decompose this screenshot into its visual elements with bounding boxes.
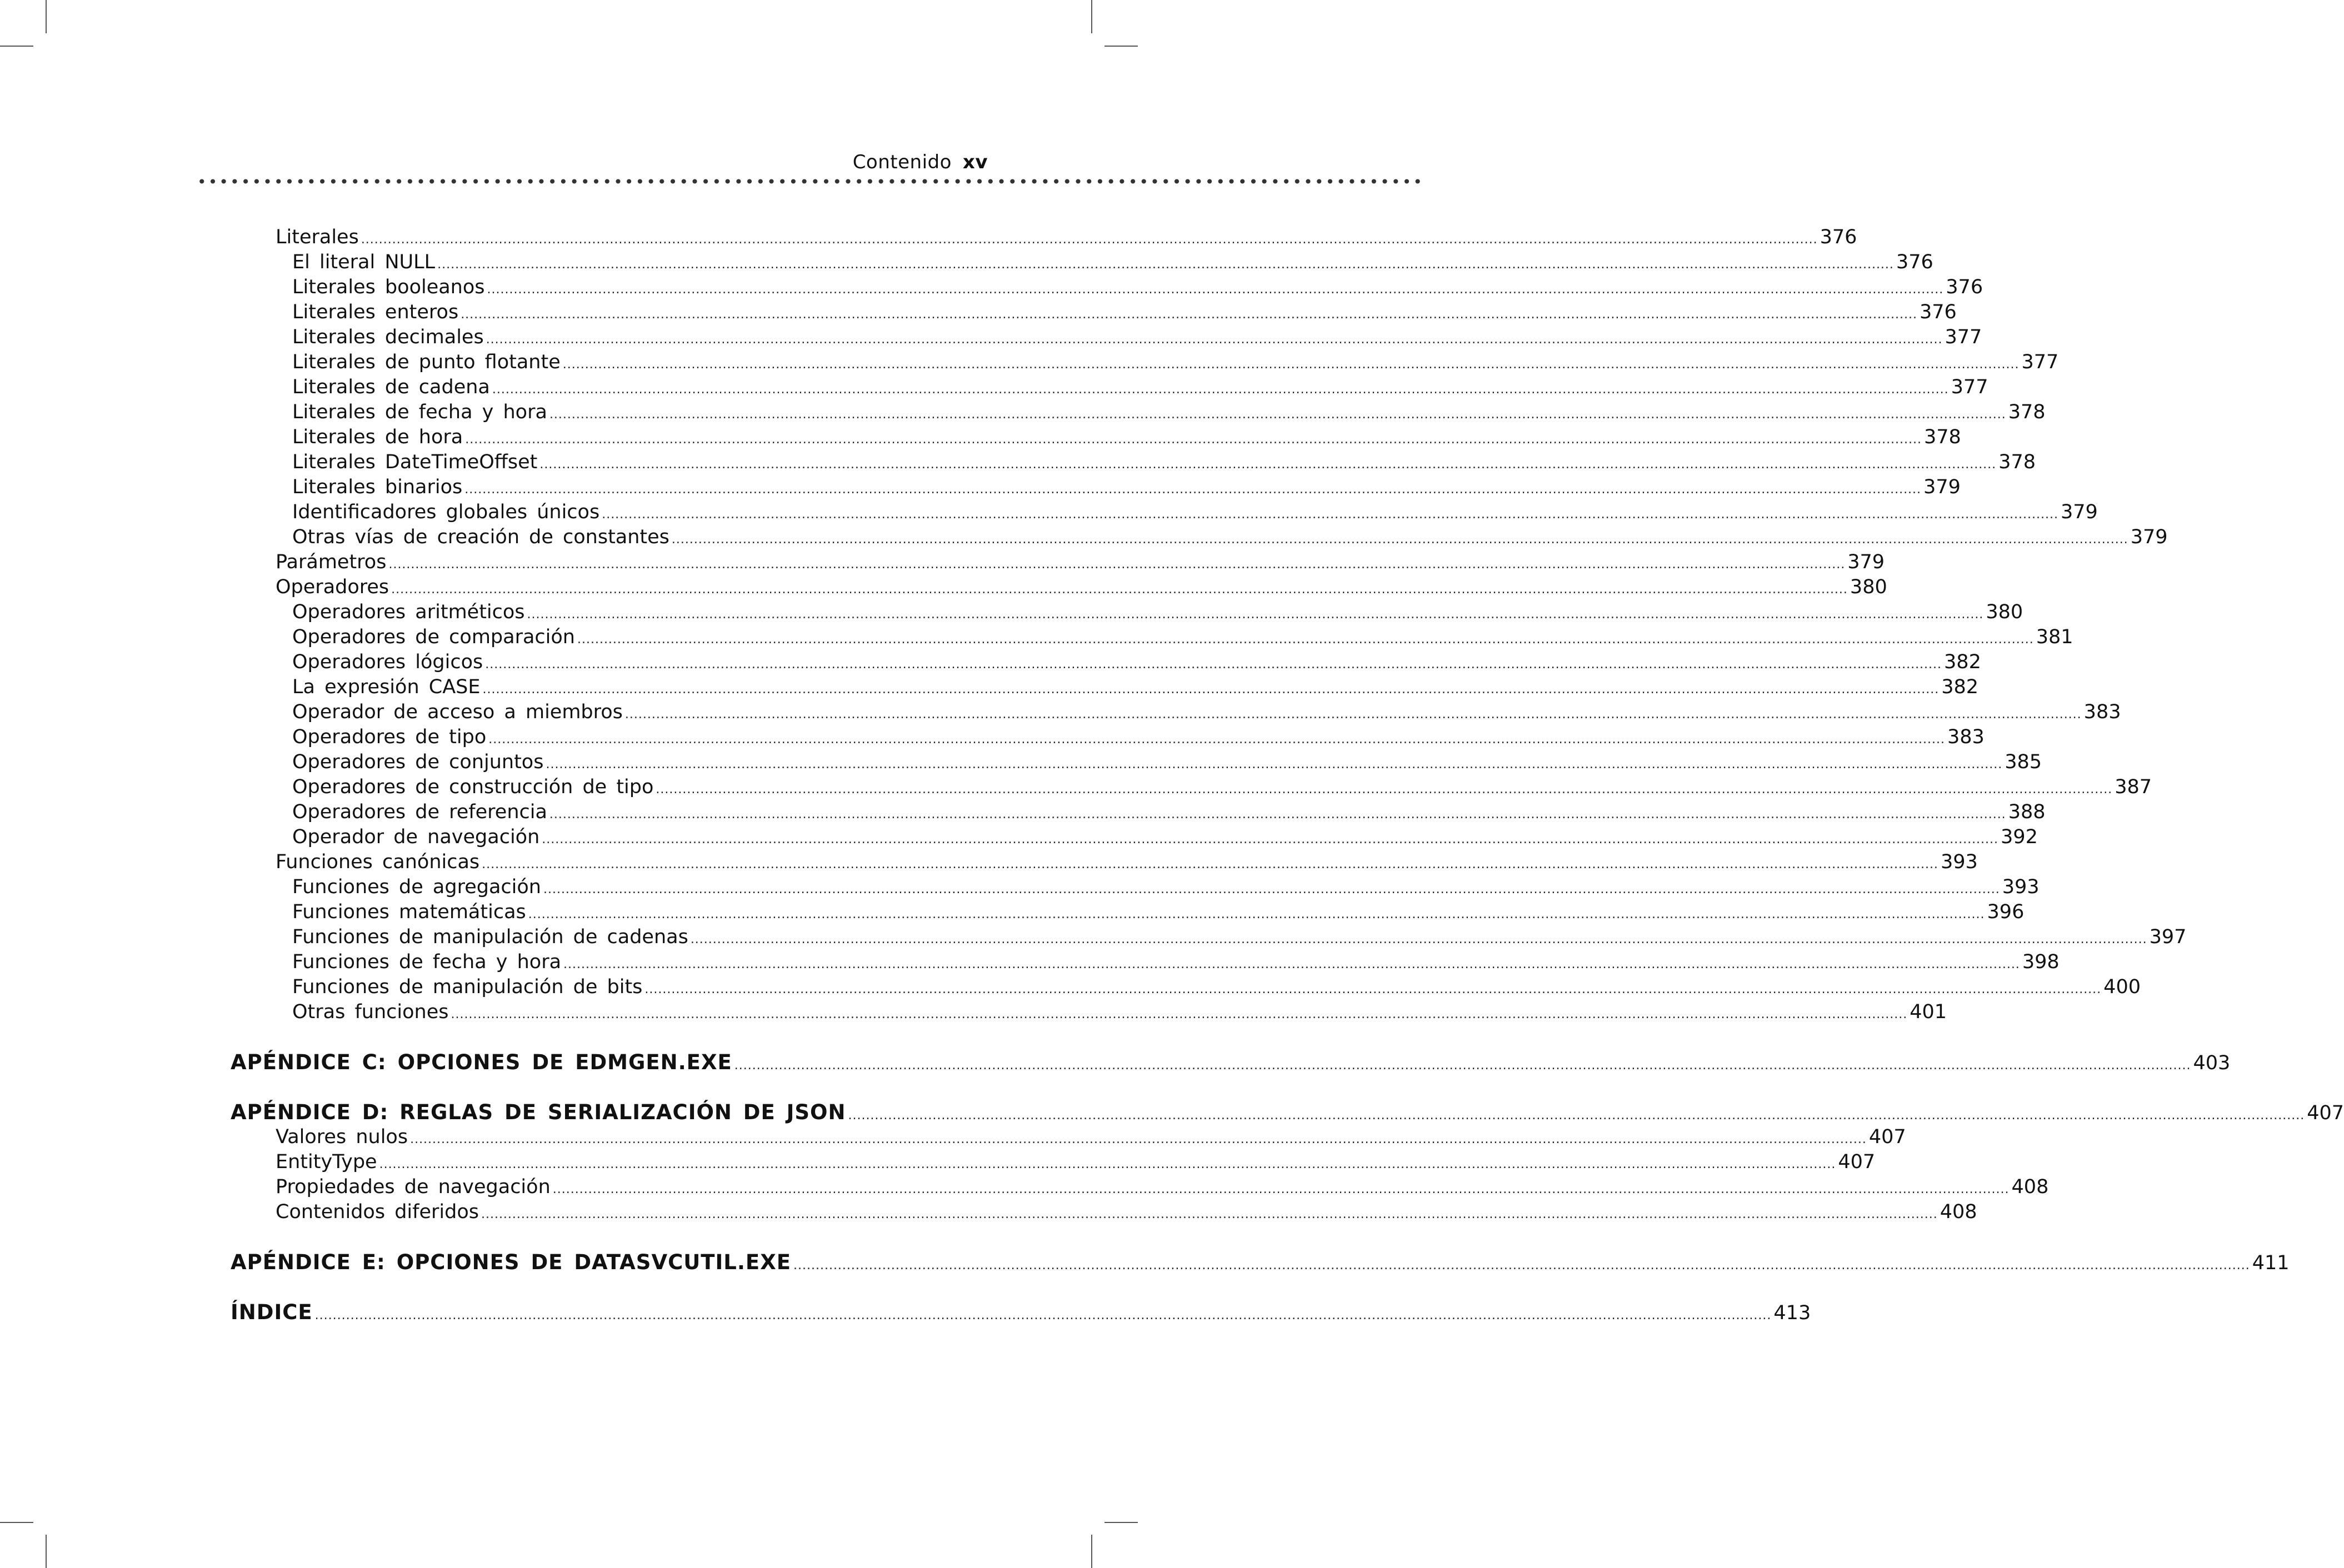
toc-entry-label: Operadores aritméticos bbox=[292, 601, 525, 623]
toc-entry[interactable] bbox=[231, 1150, 1876, 1175]
toc-entry[interactable] bbox=[231, 575, 1887, 600]
dot-leader bbox=[549, 402, 2006, 427]
dot-leader bbox=[492, 377, 1949, 402]
toc-entry-label: Operador de acceso a miembros bbox=[292, 701, 623, 723]
crop-mark-bottom-right-h bbox=[1104, 1522, 1138, 1523]
dot-leader bbox=[481, 1202, 1938, 1227]
crop-mark-bottom-right bbox=[1091, 1535, 1092, 1568]
toc-entry[interactable] bbox=[231, 625, 2073, 650]
toc-entry-page-number: 377 bbox=[2021, 351, 2059, 373]
toc-entry-page-number: 393 bbox=[2002, 876, 2040, 898]
toc-entry-label: Literales enteros bbox=[292, 301, 459, 323]
dot-leader bbox=[482, 677, 1939, 702]
crop-mark-bottom-left bbox=[46, 1535, 47, 1568]
toc-entry-page-number: 408 bbox=[1940, 1201, 1977, 1223]
dot-leader bbox=[577, 627, 2034, 652]
toc-chapter-entry[interactable] bbox=[231, 1250, 2290, 1275]
toc-entry-label: Operadores de construcción de tipo bbox=[292, 776, 654, 798]
dot-leader bbox=[546, 752, 2002, 777]
toc-entry[interactable] bbox=[231, 600, 2023, 625]
toc-entry-label: Operadores de tipo bbox=[292, 726, 487, 748]
dot-leader bbox=[488, 727, 1945, 752]
toc-entry-page-number: 378 bbox=[1998, 451, 2036, 473]
toc-entry[interactable] bbox=[231, 1125, 1906, 1150]
toc-entry-label: La expresión CASE bbox=[292, 676, 481, 698]
table-of-contents bbox=[231, 225, 2344, 1325]
toc-entry-label: Literales binarios bbox=[292, 476, 463, 498]
toc-spacer bbox=[231, 1225, 972, 1250]
dot-leader bbox=[553, 1177, 2010, 1202]
toc-entry[interactable] bbox=[231, 250, 1933, 275]
toc-entry-page-number: 379 bbox=[1847, 551, 1885, 573]
toc-entry-label: Literales decimales bbox=[292, 326, 484, 348]
dot-leader bbox=[602, 502, 2058, 527]
toc-entry[interactable] bbox=[231, 275, 1983, 300]
dot-leader bbox=[388, 552, 1845, 577]
toc-entry[interactable] bbox=[231, 350, 2059, 375]
dot-leader bbox=[543, 877, 2000, 902]
toc-entry-page-number: 376 bbox=[1820, 226, 1857, 248]
toc-entry-page-number: 379 bbox=[1923, 476, 1961, 498]
toc-entry-page-number: 379 bbox=[2060, 501, 2098, 523]
toc-entry-page-number: 407 bbox=[2307, 1102, 2344, 1124]
toc-chapter-entry[interactable] bbox=[231, 1300, 1811, 1325]
toc-entry-page-number: 388 bbox=[2008, 801, 2046, 823]
toc-entry[interactable] bbox=[231, 800, 2046, 825]
toc-entry-label: Funciones de manipulación de bits bbox=[292, 976, 643, 998]
toc-entry-page-number: 377 bbox=[1945, 326, 1982, 348]
dot-leader bbox=[563, 352, 2020, 377]
toc-entry[interactable] bbox=[231, 375, 1988, 400]
toc-entry-label: Literales booleanos bbox=[292, 276, 485, 298]
crop-mark-bottom-left-h bbox=[0, 1522, 33, 1523]
toc-entry-label: Operadores de referencia bbox=[292, 801, 547, 823]
toc-entry-page-number: 393 bbox=[1940, 851, 1978, 873]
toc-entry-page-number: 383 bbox=[2083, 701, 2121, 723]
dot-leader bbox=[485, 652, 1942, 677]
toc-entry[interactable] bbox=[231, 1175, 2049, 1200]
toc-entry-page-number: 396 bbox=[1987, 901, 2025, 923]
dot-leader bbox=[464, 477, 1921, 502]
dot-leader bbox=[539, 452, 1996, 477]
toc-entry-page-number: 401 bbox=[1910, 1001, 1947, 1023]
running-head-section: Contenido bbox=[852, 151, 952, 173]
dot-leader bbox=[734, 1053, 2191, 1078]
toc-entry-page-number: 378 bbox=[2008, 401, 2046, 423]
toc-entry[interactable] bbox=[231, 450, 2036, 475]
toc-entry[interactable] bbox=[231, 425, 1961, 450]
toc-entry[interactable] bbox=[231, 750, 2042, 775]
dot-leader bbox=[451, 1002, 1908, 1027]
toc-entry-label: APÉNDICE C: OPCIONES DE EDMGEN.EXE bbox=[231, 1050, 732, 1074]
dot-leader bbox=[672, 527, 2128, 552]
toc-entry[interactable] bbox=[231, 475, 1961, 500]
crop-mark-top-right-h bbox=[1104, 46, 1138, 47]
toc-chapter-entry[interactable] bbox=[231, 1100, 2344, 1125]
toc-entry-label: Literales de cadena bbox=[292, 376, 490, 398]
toc-entry-label: Literales de punto flotante bbox=[292, 351, 561, 373]
toc-spacer bbox=[231, 1025, 972, 1050]
toc-entry-page-number: 398 bbox=[2022, 951, 2060, 973]
toc-entry-page-number: 413 bbox=[1773, 1302, 1811, 1324]
toc-entry[interactable] bbox=[231, 700, 2121, 725]
toc-entry[interactable] bbox=[231, 500, 2098, 525]
dot-leader bbox=[644, 977, 2101, 1002]
toc-entry[interactable] bbox=[231, 400, 2046, 425]
toc-entry-label: Funciones matemáticas bbox=[292, 901, 526, 923]
toc-entry-page-number: 382 bbox=[1944, 651, 1981, 673]
crop-mark-top-right bbox=[1091, 0, 1092, 33]
toc-entry[interactable] bbox=[231, 950, 2060, 975]
toc-entry[interactable] bbox=[231, 875, 2040, 900]
toc-entry-label: Contenidos diferidos bbox=[276, 1201, 479, 1223]
toc-entry[interactable] bbox=[231, 900, 2025, 925]
toc-entry[interactable] bbox=[231, 325, 1982, 350]
toc-entry-label: Operadores de conjuntos bbox=[292, 751, 544, 773]
dot-leader bbox=[379, 1152, 1836, 1177]
toc-entry-page-number: 397 bbox=[2149, 926, 2187, 948]
toc-entry[interactable] bbox=[231, 650, 1981, 675]
toc-entry[interactable] bbox=[231, 775, 2152, 800]
dot-leader bbox=[528, 902, 1985, 927]
toc-entry-label: Operador de navegación bbox=[292, 826, 540, 848]
toc-entry[interactable] bbox=[231, 525, 2168, 550]
toc-entry-page-number: 392 bbox=[2001, 826, 2038, 848]
toc-entry[interactable] bbox=[231, 550, 1885, 575]
toc-entry-label: Operadores bbox=[276, 576, 389, 598]
dot-leader bbox=[542, 827, 1998, 852]
dotted-rule: •••••••••••••••••••••••••••••••••••••••••••••••••••••••••••••••••••••••••••••••••••••••••••••••••••••••••••••••• bbox=[197, 173, 1425, 191]
dot-leader bbox=[848, 1103, 2305, 1128]
toc-entry[interactable] bbox=[231, 850, 1978, 875]
toc-entry[interactable] bbox=[231, 925, 2187, 950]
toc-entry-label: Literales de fecha y hora bbox=[292, 401, 547, 423]
toc-entry[interactable] bbox=[231, 975, 2141, 1000]
crop-mark-top-left-h bbox=[0, 46, 33, 47]
toc-entry-page-number: 411 bbox=[2252, 1252, 2290, 1274]
toc-entry-label: Parámetros bbox=[276, 551, 387, 573]
toc-entry-label: Funciones de manipulación de cadenas bbox=[292, 926, 688, 948]
dot-leader bbox=[461, 302, 1917, 327]
toc-entry-page-number: 383 bbox=[1947, 726, 1985, 748]
toc-spacer bbox=[231, 1075, 972, 1100]
page-folio: xv bbox=[962, 151, 988, 173]
toc-entry-label: EntityType bbox=[276, 1151, 377, 1173]
toc-entry-label: ÍNDICE bbox=[231, 1300, 313, 1324]
dot-leader bbox=[465, 427, 1922, 452]
toc-entry-page-number: 378 bbox=[1924, 426, 1961, 448]
dot-leader bbox=[437, 252, 1894, 277]
dot-leader bbox=[563, 952, 2020, 977]
toc-entry-page-number: 381 bbox=[2036, 626, 2073, 648]
toc-entry-page-number: 379 bbox=[2130, 526, 2168, 548]
toc-entry-label: Identificadores globales únicos bbox=[292, 501, 600, 523]
dot-leader bbox=[315, 1303, 1772, 1328]
toc-chapter-entry[interactable] bbox=[231, 1050, 2231, 1075]
toc-entry-label: Funciones de agregación bbox=[292, 876, 541, 898]
toc-entry-label: APÉNDICE D: REGLAS DE SERIALIZACIÓN DE JSON bbox=[231, 1100, 846, 1124]
dot-leader bbox=[410, 1127, 1867, 1152]
toc-entry[interactable] bbox=[231, 1000, 1947, 1025]
toc-entry-label: Valores nulos bbox=[276, 1126, 408, 1148]
toc-entry-label: Otras vías de creación de constantes bbox=[292, 526, 669, 548]
toc-entry-label: APÉNDICE E: OPCIONES DE DATASVCUTIL.EXE bbox=[231, 1250, 791, 1274]
toc-entry[interactable] bbox=[231, 825, 2038, 850]
running-head bbox=[853, 151, 988, 173]
toc-entry-label: Funciones de fecha y hora bbox=[292, 951, 562, 973]
toc-entry-page-number: 385 bbox=[2005, 751, 2042, 773]
dot-leader bbox=[486, 327, 1943, 352]
toc-entry-page-number: 376 bbox=[1919, 301, 1957, 323]
toc-entry-page-number: 387 bbox=[2115, 776, 2152, 798]
dot-leader bbox=[527, 602, 1984, 627]
toc-entry-page-number: 376 bbox=[1896, 251, 1933, 273]
toc-entry-label: Funciones canónicas bbox=[276, 851, 480, 873]
toc-entry[interactable] bbox=[231, 725, 1985, 750]
dot-leader bbox=[793, 1253, 2250, 1278]
toc-entry[interactable] bbox=[231, 225, 1857, 250]
toc-entry-label: Otras funciones bbox=[292, 1001, 449, 1023]
toc-entry-page-number: 382 bbox=[1941, 676, 1979, 698]
dot-leader bbox=[625, 702, 2082, 727]
toc-entry-label: El literal NULL bbox=[292, 251, 436, 273]
dot-leader bbox=[691, 927, 2147, 952]
toc-entry-page-number: 380 bbox=[1986, 601, 2023, 623]
toc-entry-label: Propiedades de navegación bbox=[276, 1176, 551, 1198]
toc-entry-label: Operadores lógicos bbox=[292, 651, 483, 673]
toc-entry-page-number: 380 bbox=[1850, 576, 1887, 598]
toc-entry-page-number: 376 bbox=[1946, 276, 1983, 298]
toc-entry-page-number: 400 bbox=[2103, 976, 2141, 998]
toc-entry[interactable] bbox=[231, 300, 1957, 325]
toc-entry-label: Literales DateTimeOffset bbox=[292, 451, 538, 473]
crop-mark-top-left bbox=[46, 0, 47, 33]
toc-entry-page-number: 407 bbox=[1838, 1151, 1876, 1173]
toc-entry-page-number: 407 bbox=[1868, 1126, 1906, 1148]
dot-leader bbox=[549, 802, 2006, 827]
toc-spacer bbox=[231, 1275, 972, 1300]
toc-entry[interactable] bbox=[231, 1200, 1977, 1225]
dot-leader bbox=[361, 227, 1818, 252]
toc-entry-page-number: 377 bbox=[1951, 376, 1988, 398]
toc-entry[interactable] bbox=[231, 675, 1979, 700]
toc-entry-page-number: 403 bbox=[2193, 1052, 2231, 1074]
dot-leader bbox=[656, 777, 2112, 802]
toc-entry-label: Operadores de comparación bbox=[292, 626, 575, 648]
dot-leader bbox=[391, 577, 1848, 602]
toc-entry-label: Literales bbox=[276, 226, 359, 248]
toc-entry-label: Literales de hora bbox=[292, 426, 463, 448]
toc-entry-page-number: 408 bbox=[2011, 1176, 2049, 1198]
dot-leader bbox=[482, 852, 1938, 877]
dot-leader bbox=[487, 277, 1944, 302]
